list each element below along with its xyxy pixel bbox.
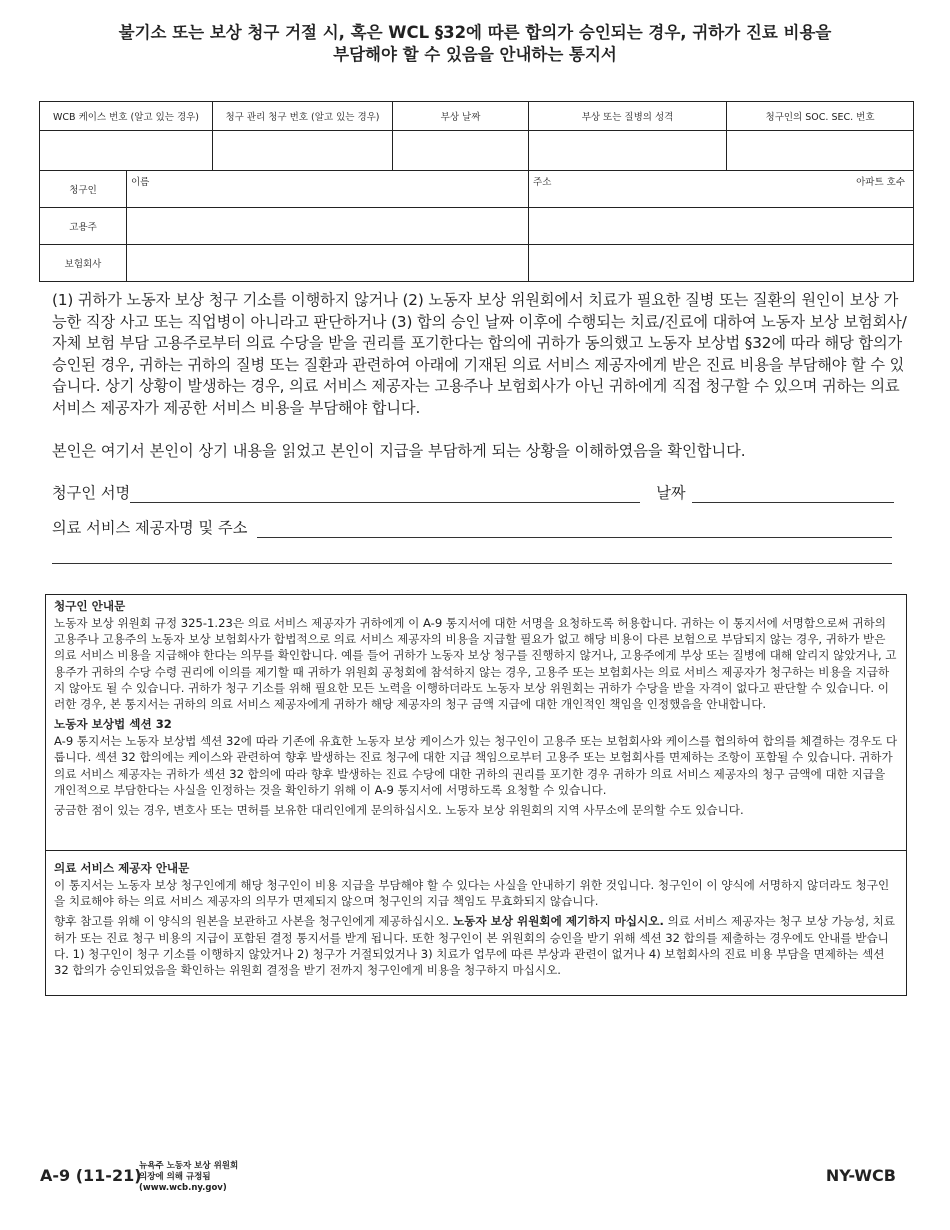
header-carrier-claim: 청구 관리 청구 번호 (알고 있는 경우) — [213, 102, 393, 131]
injury-nature-field[interactable] — [529, 131, 727, 171]
header-injury-date: 부상 날짜 — [393, 102, 529, 131]
header-injury-nature: 부상 또는 질병의 성격 — [529, 102, 727, 131]
signature-line[interactable] — [130, 486, 640, 503]
injury-date-field[interactable] — [393, 131, 529, 171]
provider-instructions-body-2 — [54, 913, 898, 978]
footer-org — [139, 1161, 238, 1194]
provider-instructions-box — [45, 850, 907, 996]
provider-label: 의료 서비스 제공자명 및 주소 — [52, 519, 248, 537]
employer-name-field[interactable] — [127, 208, 529, 245]
insurer-address-field[interactable] — [529, 245, 914, 282]
liability-notice: (1) 귀하가 노동자 보상 청구 기소를 이행하지 않거나 (2) 노동자 보상 위원회에서 치료가 필요한 질병 또는 질환의 원인이 보상 가능한 직장 사고 또는 직업병이 아니라고 판단하거나 (3) 합의 승인 날짜 이후에 수행되는 치료/진료에 대하여 노동자 보상 보험회사/자체 보험 부담 고용주로부터 의료 수당을 받을 권리를 포기한다는 합의에 귀하가 동의했고 노동자 보상법 §32에 따라 해당 합의가 승인된 경우, 귀하는 귀하의 질병 또는 질환과 관련하여 아래에 기재된 의료 서비스 제공자에게 받은 진료 비용을 부담해야 할 수 있습니다. 상기 상황이 발생하는 경우, 의료 서비스 제공자는 고용주나 보험회사가 아닌 귀하에게 직접 청구할 수 있으며 귀하는 의료 서비스 제공자가 제공한 서비스 비용을 부담해야 합니다. — [52, 291, 907, 417]
insurer-name-field[interactable] — [127, 245, 529, 282]
contact-text: 궁금한 점이 있는 경우, 변호사 또는 면허를 보유한 대리인에게 문의하십시오. 노동자 보상 위원회의 지역 사무소에 문의할 수도 있습니다. — [54, 803, 744, 818]
name-label: 이름 — [131, 177, 150, 188]
employer-label: 고용주 — [40, 208, 127, 245]
org-line-1: 뉴욕주 노동자 보상 위원회 — [139, 1161, 239, 1171]
provider-line-2[interactable] — [52, 547, 892, 564]
date-label: 날짜 — [656, 484, 686, 502]
org-line-2: 의장에 의해 규정됨 — [139, 1172, 211, 1182]
date-line[interactable] — [692, 486, 894, 503]
claimant-instructions-body: 노동자 보상 위원회 규정 325-1.23은 의료 서비스 제공자가 귀하에게 이 A-9 통지서에 대한 서명을 요청하도록 허용합니다. 귀하는 이 통지서에 서명함으로써 귀하의 고용주나 고용주의 노동자 보상 보험회사가 합법적으로 의료 서비스 제공자의 비용을 지급할 필요가 없고 해당 비용이 다른 보험으로 부담되지 않는 경우, 귀하가 받은 의료 서비스 비용을 지급해야 한다는 의무를 확인합니다. 예를 들어 귀하가 노동자 보상 청구를 진행하지 않거나, 고용주에게 부상 또는 질병에 대해 알리지 않았거나, 고용주가 귀하의 수당 수령 권리에 이의를 제기할 때 귀하가 위원회 공청회에 참석하지 않는 경우, 고용주 또는 보험회사는 의료 서비스 제공자가 청구하는 비용을 지급하지 않아도 될 수 있습니다. 귀하가 청구 기소를 위해 필요한 모든 노력을 이행하더라도 노동자 보상 위원회는 귀하가 수당을 받을 자격이 없다고 판단할 수 있습니다. 이러한 경우, 본 통지서는 귀하의 의료 서비스 제공자에게 귀하가 해당 제공자의 청구 금액 지급에 대한 개인적인 책임을 인정했음을 안내합니다. — [54, 616, 897, 712]
wcb-case-field[interactable] — [40, 131, 213, 171]
section32-body: A-9 통지서는 노동자 보상법 섹션 32에 따라 기존에 유효한 노동자 보상 케이스가 있는 청구인이 고용주 또는 보험회사와 케이스를 협의하여 합의를 체결하는 경우도 다룹니다. 섹션 32 합의에는 케이스와 관련하여 향후 발생하는 진료 청구에 대한 지급 책임으로부터 고용주 또는 보험회사를 면제하는 조항이 포함될 수 있습니다. 귀하가 의료 서비스 제공자는 귀하가 섹션 32 합의에 따라 향후 발생하는 진료 수당에 대한 귀하의 권리를 포기한 경우 귀하가 의료 서비스 제공자의 청구 금액에 대한 지급을 개인적으로 부담한다는 사실을 인정하는 것을 확인하기 위해 이 A-9 통지서에 서명하도록 요청할 수 있습니다. — [54, 734, 898, 797]
title-line-1: 불기소 또는 보상 청구 거절 시, 혹은 WCL §32에 따른 합의가 승인되는 경우, 귀하가 진료 비용을 — [118, 23, 832, 42]
form-id: A-9 (11-21) — [40, 1166, 142, 1185]
address-label: 주소 — [533, 177, 552, 188]
signature-label: 청구인 서명 — [52, 484, 131, 502]
employer-address-field[interactable] — [529, 208, 914, 245]
apt-label: 아파트 호수 — [856, 177, 906, 188]
provider-line-1[interactable] — [257, 521, 892, 538]
body2-pre: 향후 참고를 위해 이 양식의 원본을 보관하고 사본을 청구인에게 제공하십시오. — [54, 914, 453, 929]
header-ssn: 청구인의 SOC. SEC. 번호 — [727, 102, 914, 131]
brand: NY-WCB — [825, 1166, 896, 1185]
org-line-3: (www.wcb.ny.gov) — [139, 1183, 227, 1193]
claim-info-table — [39, 101, 914, 282]
claimant-label: 청구인 — [40, 171, 127, 208]
ssn-field[interactable] — [727, 131, 914, 171]
acknowledgement: 본인은 여기서 본인이 상기 내용을 읽었고 본인이 지급을 부담하게 되는 상황을 이해하였음을 확인합니다. — [52, 442, 746, 460]
title-line-2: 부담해야 할 수 있음을 안내하는 통지서 — [333, 45, 617, 64]
header-wcb-case: WCB 케이스 번호 (알고 있는 경우) — [40, 102, 213, 131]
claimant-address-field[interactable] — [529, 171, 914, 208]
body2-bold: 노동자 보상 위원회에 제기하지 마십시오. — [452, 914, 664, 929]
page-title — [60, 22, 890, 66]
carrier-claim-field[interactable] — [213, 131, 393, 171]
body2-post: 의료 서비스 제공자는 청구 보상 가능성, 치료 허가 또는 진료 청구 비용의 지급이 포함된 결정 통지서를 받게 됩니다. 또한 청구인이 본 위원회의 승인을 받기 위해 섹션 32 합의를 제출하는 경우에도 안내를 받습니다. 1) 청구인이 청구 기소를 이행하지 않았거나 2) 청구가 거절되었거나 3) 치료가 업무에 따른 부상과 관련이 없거나 4) 보험회사의 진료 비용 부담을 면제하는 섹션 32 합의가 승인되었음을 확인하는 위원회 결정을 받기 전까지 청구인에게 비용을 청구하지 마십시오. — [54, 914, 895, 978]
provider-instructions-body-1: 이 통지서는 노동자 보상 청구인에게 해당 청구인이 비용 지급을 부담해야 할 수 있다는 사실을 안내하기 위한 것입니다. 청구인이 이 양식에 서명하지 않더라도 청구인을 치료해야 하는 의료 서비스 제공자의 의무가 면제되지 않으며 청구인의 지급 책임도 무효화되지 않습니다. — [54, 878, 890, 909]
claimant-instructions-box — [45, 594, 907, 851]
section32-heading: 노동자 보상법 섹션 32 — [54, 717, 172, 732]
claimant-name-field[interactable] — [127, 171, 529, 208]
provider-row — [52, 517, 892, 538]
claimant-instructions-heading: 청구인 안내문 — [54, 599, 126, 613]
provider-instructions-heading: 의료 서비스 제공자 안내문 — [54, 861, 190, 875]
insurer-label: 보험회사 — [40, 245, 127, 282]
signature-row — [52, 482, 894, 503]
